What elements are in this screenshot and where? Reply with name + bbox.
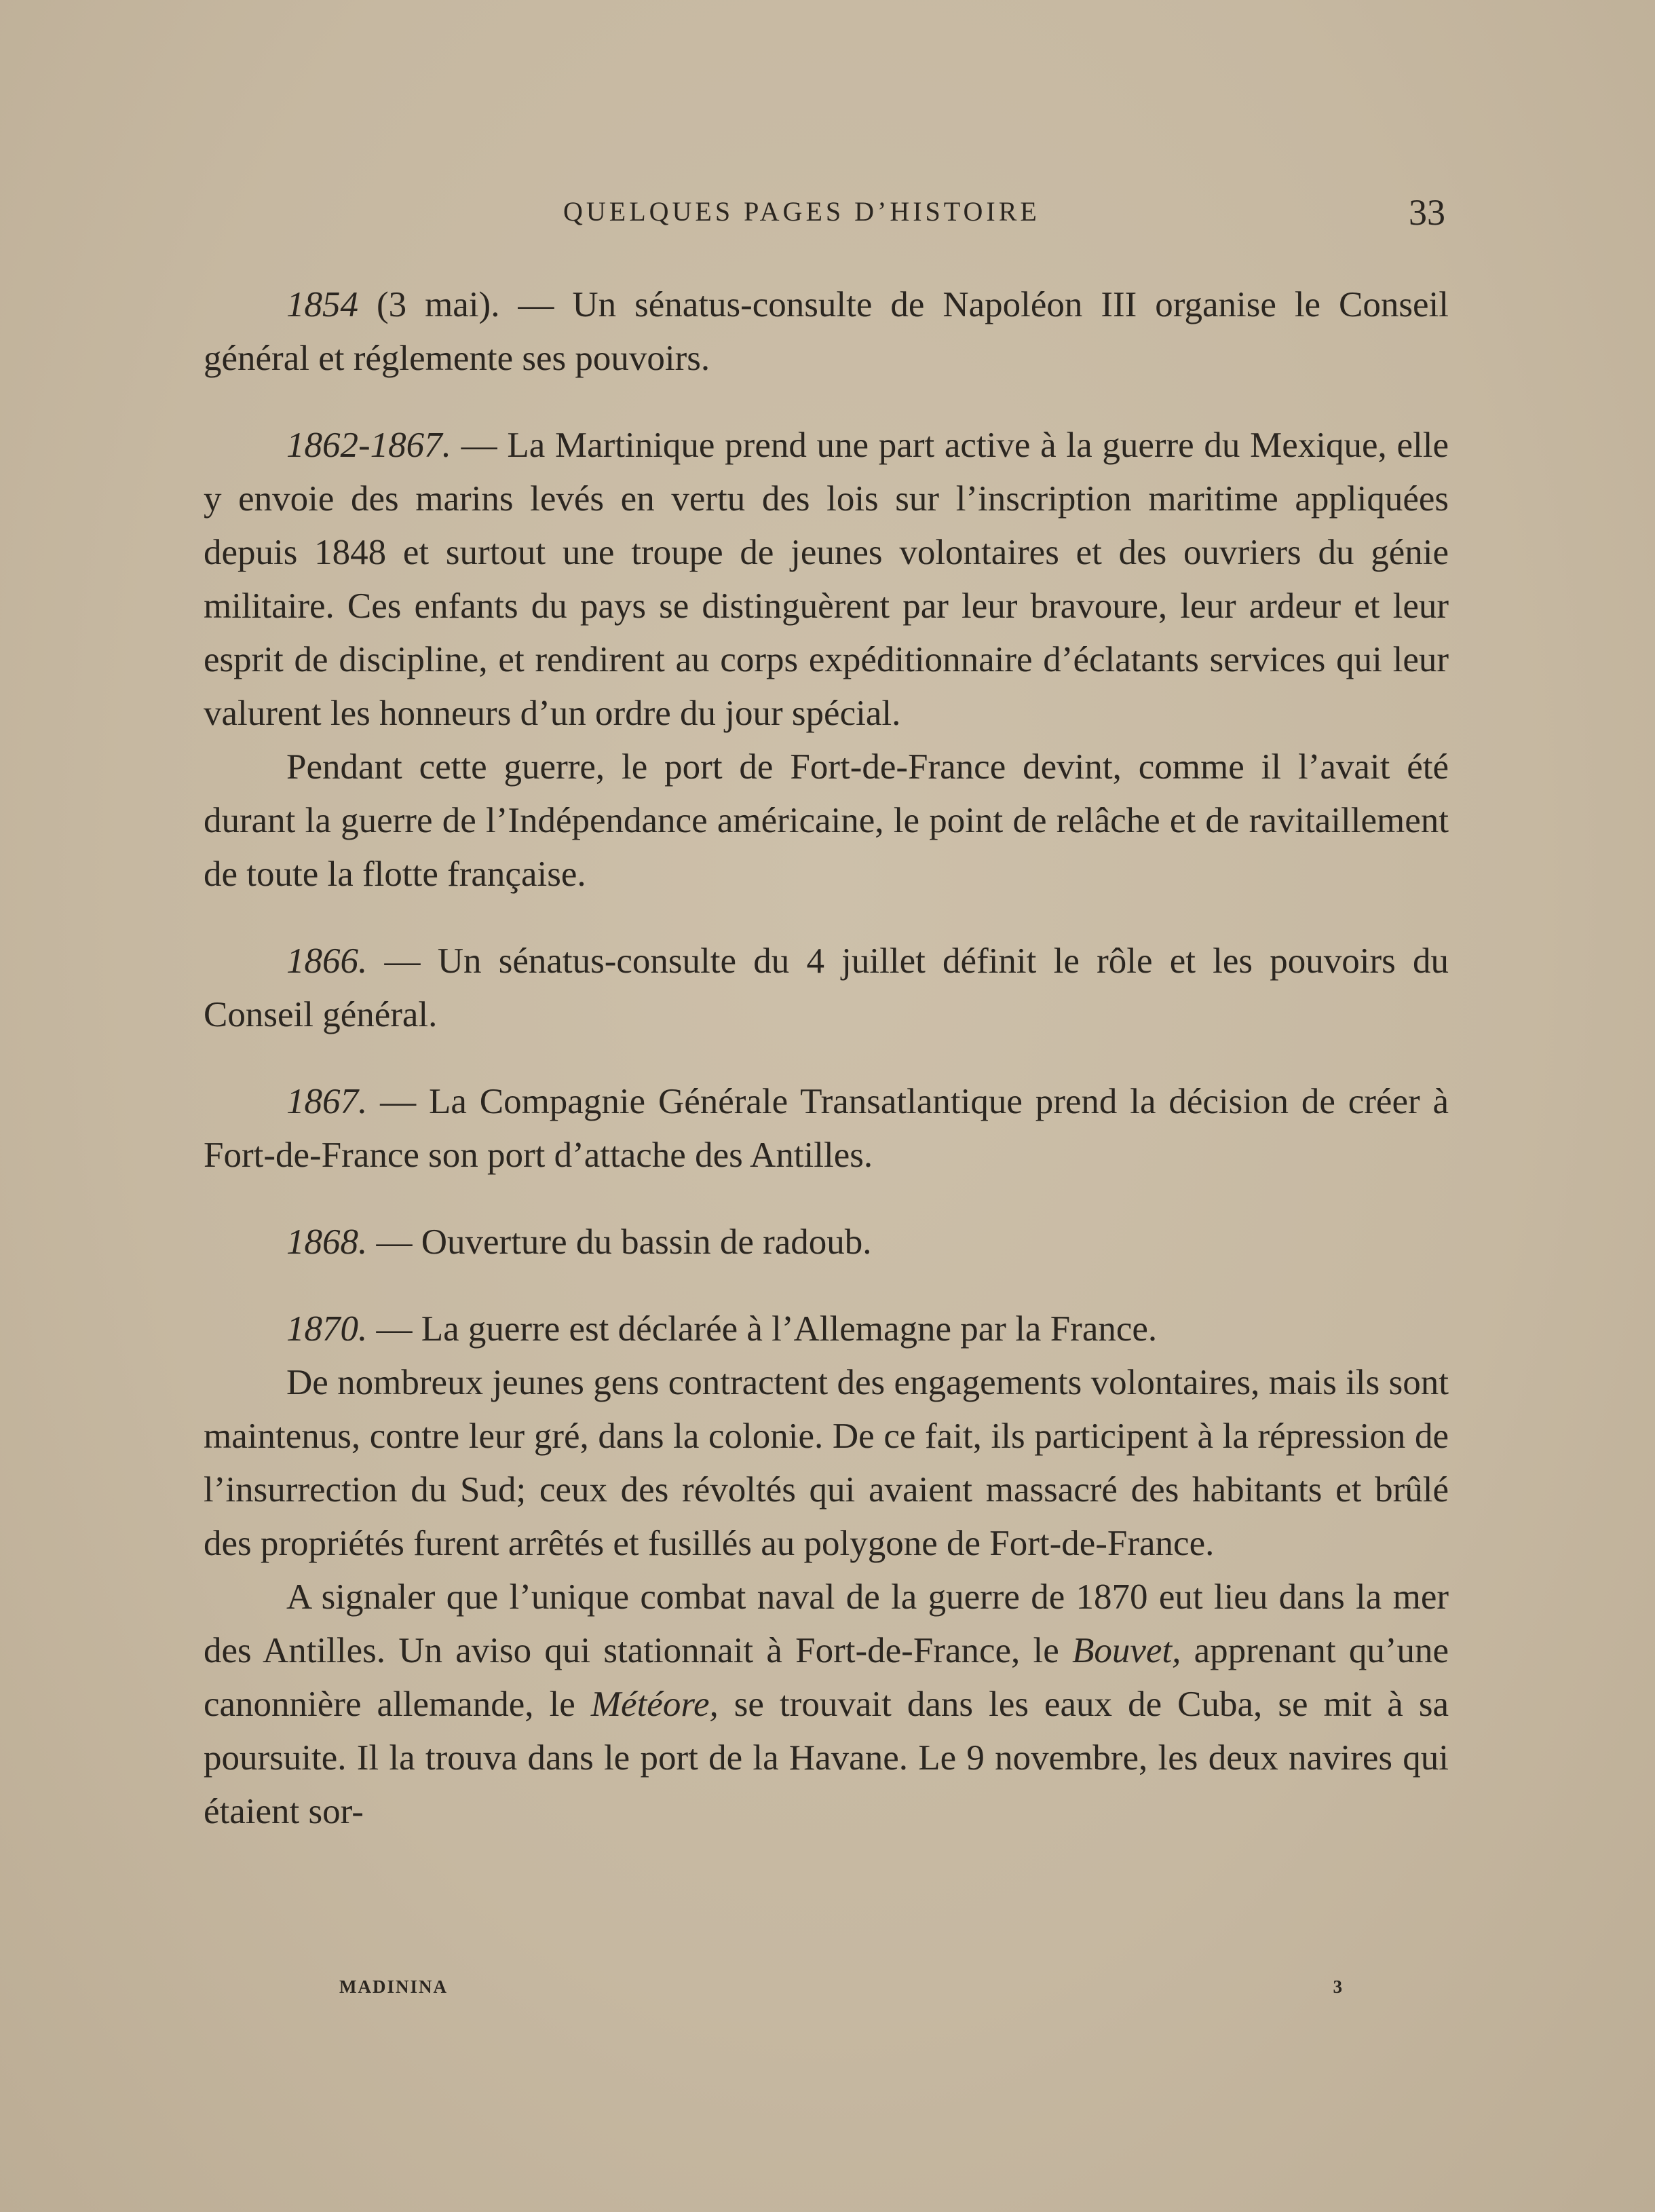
paragraph-text: apprenant qu’une canonnière allemande, le [204,1631,1449,1724]
paragraph-1866 [204,935,1449,1042]
running-head [204,192,1445,236]
paragraph-text: se trouvait dans les eaux de Cuba, se mit à sa poursuite. Il la trouva dans le port de la Havane. Le 9 novembre, les deux navires qui étaient sor- [204,1685,1449,1831]
page-number: 33 [1409,192,1445,233]
paragraph-text: A signaler que l’unique combat naval de la guerre de 1870 eut lieu dans la mer des Antilles. Un aviso qui stationnait à Fort-de-France, le [204,1577,1449,1670]
paragraph-text: (3 mai). — Un sénatus-consulte de Napoléon III organise le Conseil général et réglemente ses pouvoirs. [204,285,1449,378]
signature-title: MADININA [339,1976,448,1997]
paragraph-volunteers [204,1356,1449,1571]
date-1870: 1870. [286,1309,368,1349]
paragraph-text: — La Compagnie Générale Transatlantique prend la décision de créer à Fort-de-France son port d’attache des Antilles. [204,1082,1449,1175]
paragraph-text: Pendant cette guerre, le port de Fort-de-France devint, comme il l’avait été durant la guerre de l’Indépendance américaine, le point de relâche et de ravitaillement de toute la flotte française. [204,747,1449,894]
ship-name-meteore: Météore, [590,1685,719,1724]
ship-name-bouvet: Bouvet, [1072,1631,1181,1670]
paragraph-war-port [204,741,1449,901]
paragraph-1867 [204,1075,1449,1182]
paragraph-text: — La Martinique prend une part active à la guerre du Mexique, elle y envoie des marins levés en vertu des lois sur l’inscription maritime appliquées depuis 1848 et surtout une troupe de jeunes volontaires et des ouvriers du génie militaire. Ces enfants du pays se distinguèrent par leur bravoure, leur ardeur et leur esprit de discipline, et rendirent au corps expéditionnaire d’éclatants services qui leur valurent les honneurs d’un ordre du jour spécial. [204,426,1449,733]
paragraph-1870 [204,1302,1449,1356]
paragraph-text: De nombreux jeunes gens contractent des engagements volontaires, mais ils sont maintenus, contre leur gré, dans la colonie. De ce fait, ils participent à la répression de l’insurrection du Sud; ceux des révoltés qui avaient massacré des habitants et brûlé des propriétés furent arrêtés et fusillés au polygone de Fort-de-France. [204,1363,1449,1563]
paragraph-text: — Ouverture du bassin de radoub. [367,1222,872,1262]
date-1854: 1854 [286,285,358,324]
paragraph-1868 [204,1216,1449,1269]
paragraph-text: — Un sénatus-consulte du 4 juillet définit le rôle et les pouvoirs du Conseil général. [204,941,1449,1034]
running-title: QUELQUES PAGES D’HISTOIRE [563,196,1040,227]
body-text [204,278,1449,1839]
date-1866: 1866. [286,941,368,981]
date-1868: 1868. [286,1222,368,1262]
paragraph-1854 [204,278,1449,386]
paragraph-naval-combat [204,1571,1449,1839]
paragraph-text: — La guerre est déclarée à l’Allemagne par la France. [367,1309,1158,1349]
date-1862-1867: 1862-1867. [286,426,451,465]
signature-mark: 3 [1333,1976,1344,1997]
date-1867: 1867. [286,1082,368,1121]
paragraph-1862-1867 [204,419,1449,741]
signature-line [339,1976,1344,2004]
